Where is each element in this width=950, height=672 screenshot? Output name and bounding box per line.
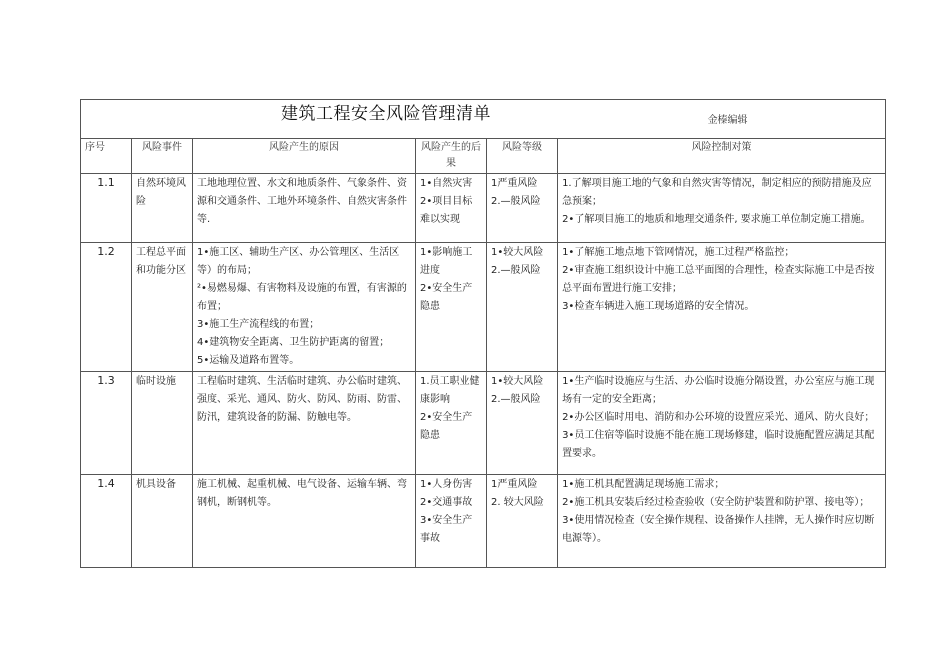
row-seq: 1.2 xyxy=(81,243,132,372)
table-row xyxy=(81,243,886,372)
level-line: 2.—般风险 xyxy=(491,265,541,276)
row-level xyxy=(487,372,558,475)
control-line: 1•了解施工地点地下管网情况，施工过程严格监控； xyxy=(562,247,795,258)
row-seq: 1.4 xyxy=(81,475,132,568)
editor-cell xyxy=(558,100,886,139)
cause-line: 4•建筑物安全距离、卫生防护距离的留置； xyxy=(197,337,390,348)
row-level xyxy=(487,475,558,568)
header-seq: 序号 xyxy=(81,139,132,174)
header-consequence: 风险产生的后果 xyxy=(416,139,487,174)
row-control xyxy=(558,243,886,372)
row-control xyxy=(558,372,886,475)
document-title: 建筑工程安全风险管理清单 xyxy=(281,104,491,124)
row-control xyxy=(558,174,886,243)
header-row xyxy=(81,139,886,174)
row-consequence xyxy=(416,243,487,372)
level-line: 1•较大风险 xyxy=(491,247,544,258)
cause-line: 工程临时建筑、生活临时建筑、办公临时建筑、强度、采光、通风、防火、防风、防雨、防雷、防汛，建筑设备的防漏、防触电等。 xyxy=(197,376,407,423)
row-event: 临时设施 xyxy=(132,372,193,475)
header-control: 风险控制对策 xyxy=(558,139,886,174)
row-seq: 1.3 xyxy=(81,372,132,475)
row-event: 工程总平面和功能分区 xyxy=(132,243,193,372)
table-row xyxy=(81,372,886,475)
control-line: 3•使用情况检查（安全操作规程、设备操作人挂牌，无人操作时应切断电源等）。 xyxy=(562,515,875,544)
row-consequence xyxy=(416,372,487,475)
consequence-line: 1•自然灾害 xyxy=(420,178,473,189)
row-cause xyxy=(193,243,416,372)
row-cause xyxy=(193,475,416,568)
control-line: 1•施工机具配置满足现场施工需求； xyxy=(562,479,725,490)
control-line: 3•检查车辆进入施工现场道路的安全情况。 xyxy=(562,301,755,312)
consequence-line: 2•交通事故 xyxy=(420,497,473,508)
consequence-line: 2•项目目标难以实现 xyxy=(420,196,473,225)
title-cell xyxy=(81,100,558,139)
row-consequence xyxy=(416,475,487,568)
control-line: 1.了解项目施工地的气象和自然灾害等情况，制定相应的预防措施及应急预案； xyxy=(562,178,872,207)
editor-label: 金榛编辑 xyxy=(707,115,748,126)
row-control xyxy=(558,475,886,568)
control-line: 2•施工机具安装后经过检查验收（安全防护装置和防护罩、接电等）； xyxy=(562,497,870,508)
row-cause xyxy=(193,372,416,475)
control-line: 2•了解项目施工的地质和地理交通条件, 要求施工单位制定施工措施。 xyxy=(562,214,871,225)
header-level: 风险等级 xyxy=(487,139,558,174)
row-consequence xyxy=(416,174,487,243)
level-line: 1严重风险 xyxy=(491,178,538,189)
consequence-line: 1•人身伤害 xyxy=(420,479,473,490)
header-cause: 风险产生的原因 xyxy=(193,139,416,174)
level-line: 1•较大风险 xyxy=(491,376,544,387)
row-level xyxy=(487,174,558,243)
cause-line: 工地地理位置、水文和地质条件、气象条件、资源和交通条件、工地外环境条件、自然灾害条件等. xyxy=(197,178,407,225)
consequence-line: 3•安全生产事故 xyxy=(420,515,473,544)
cause-line: 3•施工生产流程线的布置； xyxy=(197,319,320,330)
level-line: 2.—般风险 xyxy=(491,394,541,405)
consequence-line: 1•影响施工进度 xyxy=(420,247,473,276)
level-line: 2. 较大风险 xyxy=(491,497,544,508)
cause-line: 1•施工区、辅助生产区、办公管理区、生活区等）的布局； xyxy=(197,247,400,276)
title-row xyxy=(81,100,886,139)
level-line: 1严重风险 xyxy=(491,479,538,490)
control-line: 2•审查施工组织设计中施工总平面图的合理性，检查实际施工中是否按总平面布置进行施工安排； xyxy=(562,265,875,294)
risk-table xyxy=(80,99,886,568)
table-row xyxy=(81,174,886,243)
row-event: 自然环境风险 xyxy=(132,174,193,243)
control-line: 2•办公区临时用电、消防和办公环境的设置应采光、通风、防火良好； xyxy=(562,412,875,423)
row-level xyxy=(487,243,558,372)
control-line: 1•生产临时设施应与生活、办公临时设施分隔设置，办公室应与施工现场有一定的安全距离； xyxy=(562,376,875,405)
consequence-line: 2•安全生产隐患 xyxy=(420,283,473,312)
cause-line: ²•易燃易爆、有害物料及设施的布置，有害源的布置； xyxy=(197,283,407,312)
row-seq: 1.1 xyxy=(81,174,132,243)
control-line: 3•员工住宿等临时设施不能在施工现场修建，临时设施配置应满足其配置要求。 xyxy=(562,430,875,459)
level-line: 2.—般风险 xyxy=(491,196,541,207)
row-event: 机具设备 xyxy=(132,475,193,568)
row-cause xyxy=(193,174,416,243)
consequence-line: 2•安全生产隐患 xyxy=(420,412,473,441)
risk-sheet xyxy=(80,99,885,568)
cause-line: 5•运输及道路布置等。 xyxy=(197,355,300,366)
consequence-line: 1.员工职业健康影响 xyxy=(420,376,480,405)
table-row xyxy=(81,475,886,568)
header-event: 风险事件 xyxy=(132,139,193,174)
cause-line: 施工机械、起重机械、电气设备、运输车辆、弯钢机，断钢机等。 xyxy=(197,479,407,508)
